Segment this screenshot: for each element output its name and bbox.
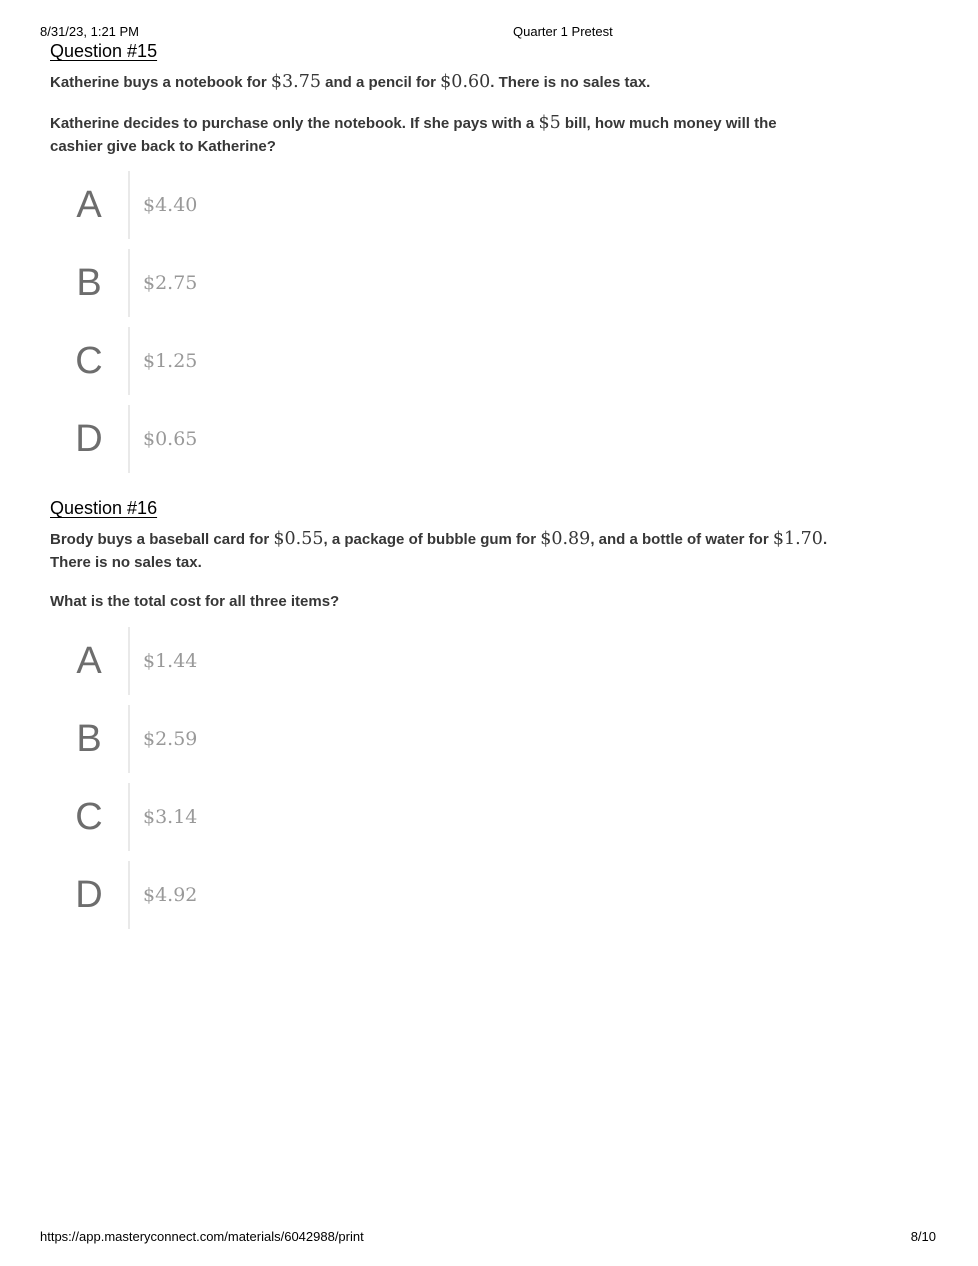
- answer-choice-row: [50, 405, 912, 473]
- question-16: [50, 497, 912, 939]
- answer-letter: D: [75, 418, 103, 460]
- answer-value: $3.14: [128, 783, 912, 851]
- question-15: [50, 40, 912, 483]
- answer-letter: D: [75, 874, 103, 916]
- footer-url: https://app.masteryconnect.com/materials/6042988/print: [40, 1229, 364, 1244]
- answer-choice-row: [50, 861, 912, 929]
- answer-value: $4.92: [128, 861, 912, 929]
- answer-letter: B: [76, 718, 102, 760]
- answer-choice-row: [50, 249, 912, 317]
- answer-value: $1.25: [128, 327, 912, 395]
- answer-letter: A: [76, 640, 102, 682]
- footer-page-number: 8/10: [910, 1229, 936, 1244]
- question-16-title: Question #16: [50, 498, 158, 518]
- answer-value: $0.65: [128, 405, 912, 473]
- question-16-prompt: What is the total cost for all three items?: [50, 593, 340, 610]
- answer-choice-row: [50, 627, 912, 695]
- answer-choice-row: [50, 705, 912, 773]
- question-16-answers: [50, 627, 912, 929]
- answer-value: $1.44: [128, 627, 912, 695]
- header-datetime: 8/31/23, 1:21 PM: [40, 24, 140, 39]
- question-15-title: Question #15: [50, 41, 158, 61]
- answer-value: $4.40: [128, 171, 912, 239]
- answer-letter: A: [76, 184, 102, 226]
- answer-choice-row: [50, 327, 912, 395]
- answer-letter: C: [75, 796, 103, 838]
- question-15-answers: [50, 171, 912, 473]
- question-15-intro: Katherine buys a notebook for $3.75 and a pencil for $0.60. There is no sales tax.: [50, 72, 651, 92]
- answer-choice-row: [50, 783, 912, 851]
- header-document-title: Quarter 1 Pretest: [513, 24, 613, 39]
- question-15-prompt: Katherine decides to purchase only the notebook. If she pays with a $5 bill, how much money will the cashier give back to Katherine?: [50, 113, 777, 155]
- answer-letter: C: [75, 340, 103, 382]
- answer-letter: B: [76, 262, 102, 304]
- answer-value: $2.75: [128, 249, 912, 317]
- question-16-intro: Brody buys a baseball card for $0.55, a package of bubble gum for $0.89, and a bottle of water for $1.70. There is no sales tax.: [50, 529, 828, 571]
- answer-value: $2.59: [128, 705, 912, 773]
- answer-choice-row: [50, 171, 912, 239]
